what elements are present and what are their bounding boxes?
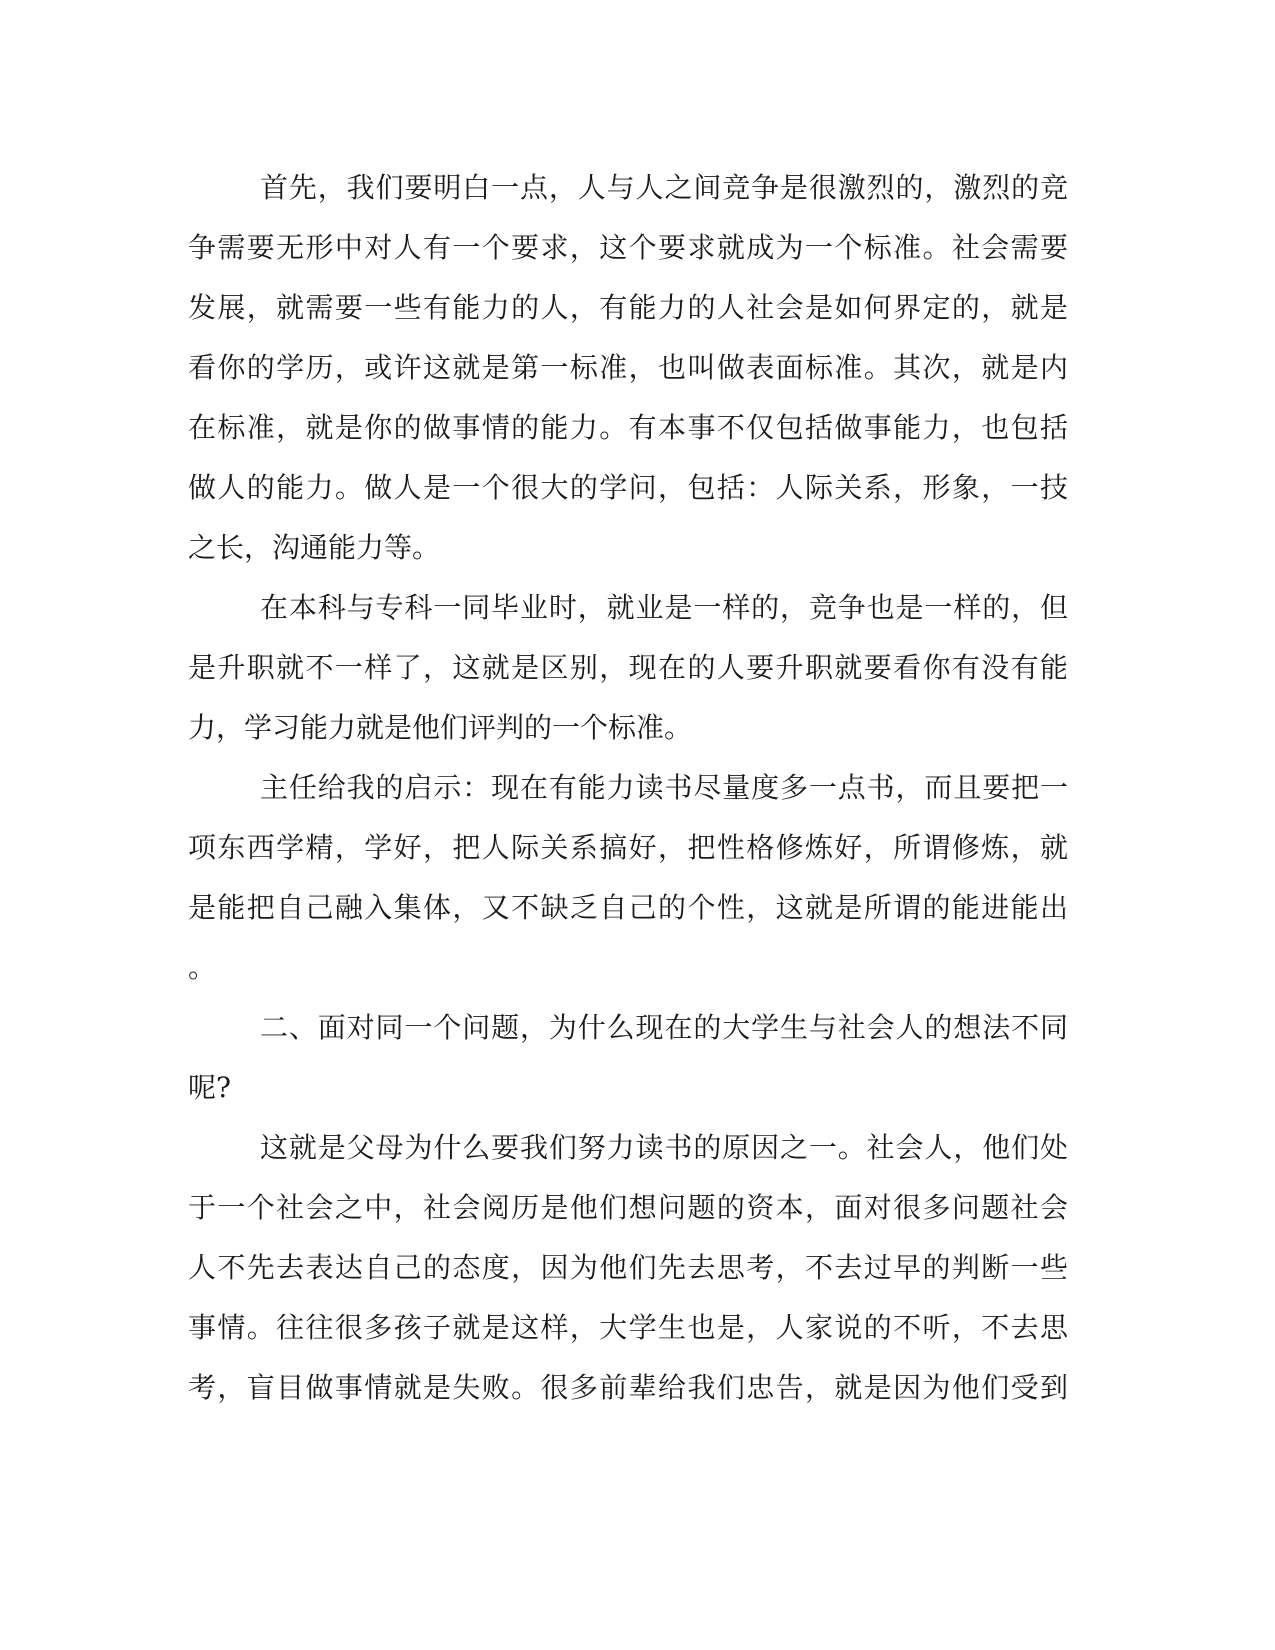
text-line: 做人的能力。做人是一个很大的学问，包括：人际关系，形象，一技 xyxy=(188,471,1068,504)
text-line: 呢? xyxy=(188,1071,232,1104)
text-line: 主任给我的启示：现在有能力读书尽量度多一点书，而且要把一 xyxy=(260,771,1068,804)
text-line: 这就是父母为什么要我们努力读书的原因之一。社会人，他们处 xyxy=(260,1131,1068,1164)
paragraph-social-people xyxy=(188,1118,1068,1418)
text-line: 看你的学历，或许这就是第一标准，也叫做表面标准。其次，就是内 xyxy=(188,351,1068,384)
text-line: 考，盲目做事情就是失败。很多前辈给我们忠告，就是因为他们受到 xyxy=(188,1371,1068,1404)
text-line: 力，学习能力就是他们评判的一个标准。 xyxy=(188,711,693,744)
text-line: 是能把自己融入集体，又不缺乏自己的个性，这就是所谓的能进能出 xyxy=(188,891,1068,924)
text-line: 首先，我们要明白一点，人与人之间竞争是很激烈的，激烈的竞 xyxy=(260,171,1068,204)
text-line: 是升职就不一样了，这就是区别，现在的人要升职就要看你有没有能 xyxy=(188,651,1068,684)
text-line: 于一个社会之中，社会阅历是他们想问题的资本，面对很多问题社会 xyxy=(188,1191,1068,1224)
text-line: 项东西学精，学好，把人际关系搞好，把性格修炼好，所谓修炼，就 xyxy=(188,831,1068,864)
paragraph-section-heading xyxy=(188,998,1068,1118)
text-line: 。 xyxy=(188,951,217,984)
paragraph-graduation xyxy=(188,578,1068,758)
text-line: 二、面对同一个问题，为什么现在的大学生与社会人的想法不同 xyxy=(260,1011,1068,1044)
text-line: 之长，沟通能力等。 xyxy=(188,531,441,564)
paragraph-competition xyxy=(188,158,1068,578)
text-line: 人不先去表达自己的态度，因为他们先去思考，不去过早的判断一些 xyxy=(188,1251,1068,1284)
text-line: 在标准，就是你的做事情的能力。有本事不仅包括做事能力，也包括 xyxy=(188,411,1068,444)
text-line: 在本科与专科一同毕业时，就业是一样的，竞争也是一样的，但 xyxy=(260,591,1068,624)
document-body xyxy=(188,158,1068,1418)
paragraph-director-insight xyxy=(188,758,1068,998)
text-line: 争需要无形中对人有一个要求，这个要求就成为一个标准。社会需要 xyxy=(188,231,1068,264)
text-line: 事情。往往很多孩子就是这样，大学生也是，人家说的不听，不去思 xyxy=(188,1311,1068,1344)
text-line: 发展，就需要一些有能力的人，有能力的人社会是如何界定的，就是 xyxy=(188,291,1068,324)
